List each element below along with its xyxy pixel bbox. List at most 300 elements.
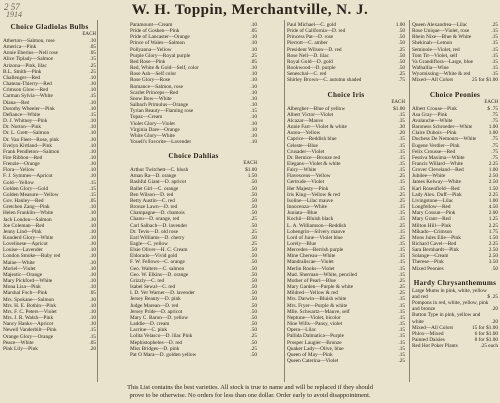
item-name: Francis Willard—White xyxy=(412,160,464,167)
item-name: Nancy Hanks—Apricot xyxy=(3,321,54,328)
item-price: 3.50 xyxy=(488,259,498,266)
item-name: Judge Marean—D. red xyxy=(130,302,179,309)
item-name: Majestic—Orange xyxy=(3,271,43,278)
peonies-column xyxy=(412,22,498,349)
item-price: 1.00 xyxy=(488,130,498,137)
item-name: Dr. L. Grett—Salmon xyxy=(3,130,50,137)
item-name: Mixed Peonies xyxy=(412,265,444,272)
item-name: Shirley Brown—C. autumn shaded xyxy=(287,77,362,84)
item-price: 6 for $1.00 xyxy=(474,330,498,337)
item-price: .25 xyxy=(398,277,405,284)
item-name: Claire Dubois—Pink xyxy=(412,130,457,137)
iris-header: Choice Iris xyxy=(327,90,365,99)
item-name: Karl Rosenfield—Red xyxy=(412,185,460,192)
item-price: .15 xyxy=(398,247,405,254)
item-name: Livingstone—Lilac xyxy=(412,197,454,204)
item-name: Champagne—D. chamois xyxy=(130,210,185,217)
item-price: .15 xyxy=(398,228,405,235)
item-price: .05 xyxy=(89,290,96,297)
item-name: President Wilson—D. red xyxy=(287,46,342,53)
item-price: .50 xyxy=(250,210,257,217)
item-name: Opera—Lilac xyxy=(287,327,317,334)
item-name: Diana—Red xyxy=(3,99,30,106)
item-price: $1.00 xyxy=(393,105,405,112)
item-name: Mme Chereau—White xyxy=(287,253,336,260)
item-price: .25 xyxy=(398,290,405,297)
item-name: Paul Michael—C. gold xyxy=(287,22,336,28)
item-price: .25 xyxy=(398,71,405,78)
item-name: Red Rose—Pink xyxy=(130,58,166,65)
page-title: W. H. Toppin, Merchantville, N. J. xyxy=(131,2,369,18)
item-price: .25 xyxy=(398,173,405,180)
item-price: .15 xyxy=(398,327,405,334)
iris-list xyxy=(287,106,405,365)
item-name: Carl Salbach—D. lavender xyxy=(130,222,188,229)
item-name: Paramount—Cream xyxy=(130,22,173,28)
item-name: Mrs. Spokane—Salmon xyxy=(3,296,54,303)
item-price: .10 xyxy=(89,124,96,131)
item-price: .15 xyxy=(491,28,498,35)
item-price: .05 xyxy=(250,58,257,65)
item-price: .10 xyxy=(89,241,96,248)
item-price: .50 xyxy=(250,271,257,278)
item-name: Pink Lily—Pink xyxy=(3,345,38,352)
item-name: Crimson Glow—Red xyxy=(3,87,49,94)
item-price: .75 xyxy=(491,148,498,155)
item-name: Wyomissing—White & red xyxy=(412,71,471,78)
item-price: .10 xyxy=(250,40,257,47)
item-price: .10 xyxy=(89,321,96,328)
item-name: Isabel Sewal—C. red xyxy=(130,284,176,291)
item-name: Pride of Goshen—Pink xyxy=(130,28,180,35)
iris-column xyxy=(287,22,405,364)
item-name: Carman Sylvia—White xyxy=(3,93,53,100)
item-price: .15 xyxy=(398,136,405,143)
item-price: .10 xyxy=(89,154,96,161)
list-item xyxy=(287,358,405,364)
item-price: .25 xyxy=(89,62,96,69)
item-name: Quaker Lady—Olive, blue xyxy=(287,345,344,352)
item-price: .10 xyxy=(89,235,96,241)
item-price: .35 xyxy=(398,117,405,124)
item-price: .15 xyxy=(398,259,405,266)
item-price: .15 xyxy=(491,58,498,65)
item-name: Scarlet Princeps—Red xyxy=(130,89,179,96)
item-name: Shekinah—Lemon xyxy=(412,40,453,47)
item-name: Gov. Hanley—Red xyxy=(3,198,44,205)
item-price: 8 for $1.00 xyxy=(474,337,498,344)
item-name: Jubilee—White xyxy=(412,173,446,180)
item-price: 4.50 xyxy=(488,204,498,211)
item-name: Princess Pat—D. rose xyxy=(287,34,334,41)
item-name: Mixed—All Colors xyxy=(412,324,454,331)
item-price: .10 xyxy=(250,46,257,53)
item-name: Baroness Schroeder—White xyxy=(412,124,473,131)
item-name: Duchess De Nemours—White xyxy=(412,136,477,143)
item-name: Maine—White xyxy=(3,259,35,266)
item-price: .15 xyxy=(398,167,405,174)
item-price: .50 xyxy=(250,204,257,211)
item-name: Solange—Cream xyxy=(412,253,449,260)
item-price: .25 xyxy=(250,241,257,247)
item-price: .10 xyxy=(89,210,96,217)
item-name: Felix Crousse—Red xyxy=(412,148,456,155)
item-price: .15 xyxy=(398,111,405,118)
item-name: Queen Caterina—Violet xyxy=(287,357,339,364)
list-item xyxy=(130,352,257,358)
item-name: Golden Measure—Yellow xyxy=(3,191,59,198)
item-name: Earl Williams—D. cherry xyxy=(130,234,185,241)
item-name: Geo. W. Elkins—D. orange xyxy=(130,271,189,278)
each-label: EACH xyxy=(391,99,405,105)
item-name: Violet Glory—Violet xyxy=(130,120,175,127)
item-price: .10 xyxy=(89,296,96,303)
gladiolas-list xyxy=(3,38,96,352)
list-item xyxy=(3,346,96,352)
item-name: Celeste—Blue xyxy=(287,142,318,149)
item-price: .20 xyxy=(89,345,96,352)
item-name: Mother of Pearl—Blue xyxy=(287,277,336,284)
item-price: 2.25 xyxy=(488,191,498,198)
item-price: .15 xyxy=(491,40,498,47)
item-name: America—Pink xyxy=(3,44,37,51)
item-name: Mary Grant—Red xyxy=(412,216,451,223)
item-price: .05 xyxy=(89,339,96,346)
item-price: .50 xyxy=(250,327,257,334)
item-price: .50 xyxy=(250,234,257,241)
item-price: .15 xyxy=(398,321,405,328)
item-name: Gretchen Zang—Pink xyxy=(3,204,50,211)
dahlias-list-continued xyxy=(287,22,405,84)
item-price: .05 xyxy=(89,50,96,57)
item-price: .15 xyxy=(491,71,498,78)
item-price: 2.50 xyxy=(488,253,498,260)
item-price: .50 xyxy=(398,34,405,41)
item-name: Mary Pickford—White xyxy=(3,278,53,285)
item-name: Helen Franklin—White xyxy=(3,210,54,217)
item-name: White Glory—White xyxy=(130,132,175,139)
item-name: Flora—Yellow xyxy=(3,167,35,174)
item-name: Mrs. J. R. Walsh—Pink xyxy=(3,315,54,322)
item-name: Arizona—Pink, lilac xyxy=(3,62,47,69)
item-price: .10 xyxy=(89,222,96,229)
item-name: B.L. Smith—Pink xyxy=(3,68,42,75)
item-price: .10 xyxy=(89,253,96,260)
item-price: .05 xyxy=(89,198,96,205)
column-divider xyxy=(409,20,410,382)
item-name: Mildred—Yellow & red xyxy=(287,290,338,297)
item-name: Mary Garden—Purple & white xyxy=(287,284,354,291)
item-price: .15 xyxy=(398,216,405,223)
item-name: Miss Bridges—D. pink xyxy=(130,345,180,352)
item-price: .10 xyxy=(89,118,96,125)
item-price: .15 xyxy=(398,160,405,167)
item-price: .50 xyxy=(250,321,257,328)
item-price: .15 xyxy=(398,204,405,211)
item-name: Lord of June—Violet blue xyxy=(287,234,343,241)
item-price: .15 xyxy=(491,52,498,59)
item-name: Caprice—Reddish blue xyxy=(287,136,337,143)
item-name: Challenger—Red xyxy=(3,74,41,81)
item-price: .50 xyxy=(250,259,257,266)
item-price: 2.50 xyxy=(488,179,498,186)
item-name: Lohengrin—Silvery mauve xyxy=(287,228,346,235)
item-price: .10 xyxy=(89,81,96,88)
item-price: .25 xyxy=(398,234,405,241)
list-item xyxy=(412,343,498,349)
column-divider xyxy=(284,20,285,382)
item-price: .15 xyxy=(89,56,96,63)
item-name: Albergher—Blue of yellow xyxy=(287,105,346,112)
item-price: 1.25 xyxy=(488,216,498,223)
item-price: .10 xyxy=(250,114,257,121)
item-name: Rhein Nixe—Blue & White xyxy=(412,34,472,41)
item-price: .15 xyxy=(398,253,405,260)
item-name: Kochii—Bluish black xyxy=(287,216,334,223)
item-price: .15 xyxy=(89,327,96,334)
peonies-list xyxy=(412,106,498,272)
item-name: Romance—Salmon, rose xyxy=(130,83,183,90)
item-name: Merlin Rooks—Violet xyxy=(287,265,335,272)
footer-line-2: prove to be otherwise. No orders for less than one dollar. Order early to avoid disappointment. xyxy=(129,392,371,399)
item-name: Asa Gray—Pink xyxy=(412,111,448,118)
item-name: Mad. Sherman—White, penciled xyxy=(287,271,358,278)
item-name: Richard Cavel—Red xyxy=(412,241,457,247)
dahlias-list xyxy=(130,167,257,358)
item-price: .50 xyxy=(398,65,405,72)
each-label: EACH xyxy=(82,32,96,37)
item-name: Albert Victor—Violet xyxy=(287,111,334,118)
item-name: Mona Lisa—Pink xyxy=(3,284,41,291)
item-name: Pride of Lancaster—Orange xyxy=(130,34,190,41)
item-price: .10 xyxy=(89,167,96,174)
item-name: Nine Wills—Pansy, violet xyxy=(287,321,343,328)
item-price: .15 xyxy=(89,93,96,100)
item-name: D. J. Whitney—Pink xyxy=(3,118,48,125)
item-price: .10 xyxy=(89,284,96,291)
item-name: Peace—White xyxy=(3,339,34,346)
item-price: .25 xyxy=(398,222,405,229)
item-price: .50 xyxy=(250,247,257,254)
item-price: .10 xyxy=(250,120,257,127)
item-name: Seneschal—C. red xyxy=(287,71,327,78)
item-price: .10 xyxy=(89,136,96,143)
item-name: Chanu—D. orange, red xyxy=(130,216,180,223)
item-price: .10 xyxy=(89,216,96,223)
item-name: Button Type in pink, yellow and xyxy=(412,312,481,319)
gladiolas-header: Choice Gladiolas Bulbs xyxy=(10,23,89,31)
item-name: Rose Unique—Violet, rose xyxy=(412,28,470,35)
item-price: .10 xyxy=(250,83,257,90)
item-price: .15 xyxy=(491,34,498,41)
item-name: Tyrian Beauty—Flaming rose xyxy=(130,108,194,115)
item-name: Rose Glory—Rose xyxy=(130,77,171,84)
item-name: Dorothy Wheeler—Pink xyxy=(3,105,55,112)
item-price: .50 xyxy=(250,284,257,291)
item-price: .10 xyxy=(89,302,96,309)
each-label: EACH xyxy=(243,161,257,167)
item-price: .10 xyxy=(89,204,96,211)
item-price: .15 xyxy=(398,148,405,155)
item-price: .15 xyxy=(398,179,405,186)
item-name: Mlle. Schwartz—Mauve, self xyxy=(287,308,350,315)
item-price: .15 xyxy=(491,65,498,72)
item-name: Grizzly—C. red xyxy=(130,277,165,284)
item-price: .50 xyxy=(398,52,405,59)
item-price: .15 xyxy=(398,296,405,303)
item-name: Mandraliscae—Violet xyxy=(287,259,334,266)
item-price: 2.50 xyxy=(488,173,498,180)
item-name: Avalanche—White xyxy=(412,117,453,124)
item-price: .50 xyxy=(250,302,257,309)
item-price: .25 xyxy=(398,191,405,198)
item-price: .10 xyxy=(89,228,96,235)
chrysanthemums-list xyxy=(412,288,498,350)
item-price: .15 xyxy=(89,111,96,118)
item-price: .50 xyxy=(491,265,498,272)
item-price: .25 each xyxy=(480,343,498,350)
item-price: .50 xyxy=(250,191,257,198)
item-name: Fire Ribbon—Red xyxy=(3,154,43,161)
item-name: Atherton—Salmon, rose xyxy=(3,38,55,44)
item-price: .10 xyxy=(89,265,96,272)
item-name: white xyxy=(412,318,424,325)
item-price: .10 xyxy=(250,132,257,139)
item-name: Queen of May—Pink xyxy=(287,351,333,358)
item-name: Gold—Yellow xyxy=(3,179,34,186)
item-price: .25 xyxy=(398,46,405,53)
item-price: .50 xyxy=(250,277,257,284)
item-name: Golden Glory—Gold xyxy=(3,185,49,192)
item-price: .15 xyxy=(398,339,405,346)
item-name: Sara Bernhardt—Pink xyxy=(412,247,459,254)
item-name: Newell Vanderbilt—Pink xyxy=(3,327,57,334)
item-name: Longfellow—Red xyxy=(412,204,451,211)
item-name: Annie Eberius—Nell rose xyxy=(3,50,59,57)
item-name: Mrs. Darwin—Bluish white xyxy=(287,296,347,303)
item-price: .75 xyxy=(491,117,498,124)
item-name: Mrs. H. E. Bothin—Pink xyxy=(3,302,56,309)
item-name: Louise—Lavender xyxy=(3,247,43,254)
item-name: Prince of Wales—Salmon xyxy=(130,40,185,47)
item-price: .10 xyxy=(250,65,257,72)
column-divider xyxy=(97,20,98,382)
item-name: Chateau-Thierry—Red xyxy=(3,81,52,88)
item-name: Red, White & Gold—Self, color xyxy=(130,65,199,72)
item-price: .15 xyxy=(398,314,405,321)
item-price: .75 xyxy=(491,111,498,118)
item-name: Pride of California—D. red xyxy=(287,28,346,35)
item-name: Eagle—C. yellow xyxy=(130,241,168,247)
item-name: Snow Bow—White xyxy=(130,95,172,102)
item-name: Jersey Beauty—D. pink xyxy=(130,296,181,303)
item-name: Crusader—Violet xyxy=(287,148,325,155)
item-price: .20 xyxy=(398,130,405,137)
item-name: Joe Coleman—Red xyxy=(3,222,45,229)
item-name: Mary Cossun—Pink xyxy=(412,210,456,217)
item-price: .50 xyxy=(250,308,257,315)
item-price: .10 xyxy=(250,71,257,78)
item-name: and bronze xyxy=(412,306,436,313)
item-name: Red Hot Poker Plants xyxy=(412,343,458,350)
gladiolas-list-continued xyxy=(130,22,257,145)
item-price: .75 xyxy=(398,77,405,84)
item-name: Purple Glory—Royal purple xyxy=(130,52,191,59)
item-price: .50 xyxy=(250,290,257,297)
item-price: .10 xyxy=(89,315,96,322)
item-price: .10 xyxy=(89,105,96,112)
item-name: Seminole—Violet, red xyxy=(412,46,460,53)
item-name: Jenny Lind—Pink xyxy=(3,228,42,235)
item-name: Rookwood—D. purple xyxy=(287,65,336,72)
item-price: 2.00 xyxy=(488,210,498,217)
item-price: .50 xyxy=(250,314,257,321)
item-price: .15 xyxy=(89,191,96,198)
item-price: $ .75 xyxy=(487,105,498,112)
item-name: Pat O Mara—D. golden yellow xyxy=(130,351,197,358)
item-name: Mikado—Crimson xyxy=(412,228,453,235)
item-name: Royal Gold—D. gold xyxy=(287,58,333,65)
item-name: Flavescens—Yellow xyxy=(287,173,331,180)
item-name: Va Grandiflora—Large, blue xyxy=(412,58,473,65)
item-name: Marshal Foch—Pink xyxy=(3,290,48,297)
item-name: Topaz—Cream xyxy=(130,114,163,121)
item-name: Dr. Tevis—D. old rose xyxy=(130,228,178,235)
item-price: 15 for $1.00 xyxy=(471,324,498,331)
item-price: .10 xyxy=(89,130,96,137)
item-name: Salbach Primulus—Orange xyxy=(130,102,189,109)
item-price: .10 xyxy=(250,89,257,96)
item-price: .15 xyxy=(398,345,405,352)
item-name: Alice Tiplady—Salmon xyxy=(3,56,54,63)
item-price: .15 xyxy=(398,351,405,358)
item-name: Rose Ash—Self color xyxy=(130,71,177,78)
item-name: Ballet Girl—C. orange xyxy=(130,185,179,192)
item-price: .20 xyxy=(491,318,498,325)
item-name: Bashful Giant—D. apricot xyxy=(130,179,187,186)
item-name: Tom Tit—Violet, self xyxy=(412,52,458,59)
item-name: F. J. Symmes—Apricot xyxy=(3,173,53,180)
item-name: Alcazar—Mauve xyxy=(287,117,324,124)
item-price: 2.50 xyxy=(488,247,498,254)
item-price: .15 xyxy=(398,154,405,161)
item-name: Lorely—Blue xyxy=(287,241,317,247)
item-price: .10 xyxy=(250,34,257,41)
item-price: .25 xyxy=(398,197,405,204)
item-name: Elegans—Violet & white xyxy=(287,160,341,167)
chrysanthemums-header: Hardy Chrysanthemums xyxy=(413,278,497,287)
item-price: .10 xyxy=(89,308,96,315)
item-price: .25 xyxy=(398,357,405,364)
item-price: .10 xyxy=(89,74,96,81)
item-price: .50 xyxy=(250,339,257,346)
item-name: Innocenza—White xyxy=(287,204,328,211)
item-name: F. W. Fellows—C. orange xyxy=(130,259,185,266)
item-price: 1.00 xyxy=(488,167,498,174)
item-price: .10 xyxy=(89,247,96,254)
item-name: Frank Pendleton—Salmon xyxy=(3,148,60,155)
item-name: Mrs. F. C. Peters—Violet xyxy=(3,308,57,315)
item-name: Mrs. Fryer—Purple & white xyxy=(287,302,348,309)
item-price: .15 xyxy=(398,241,405,247)
item-name: Gertrude—Violet xyxy=(287,179,325,186)
item-name: Lacrine—C. pink xyxy=(130,327,168,334)
pencil-note: 2 57 xyxy=(4,2,20,12)
item-price: .10 xyxy=(89,173,96,180)
item-name: Geo. Walters—C. salmon xyxy=(130,265,185,272)
item-price: 1.00 xyxy=(488,197,498,204)
item-name: Elsie Oliver—H. C. Cream xyxy=(130,247,188,254)
